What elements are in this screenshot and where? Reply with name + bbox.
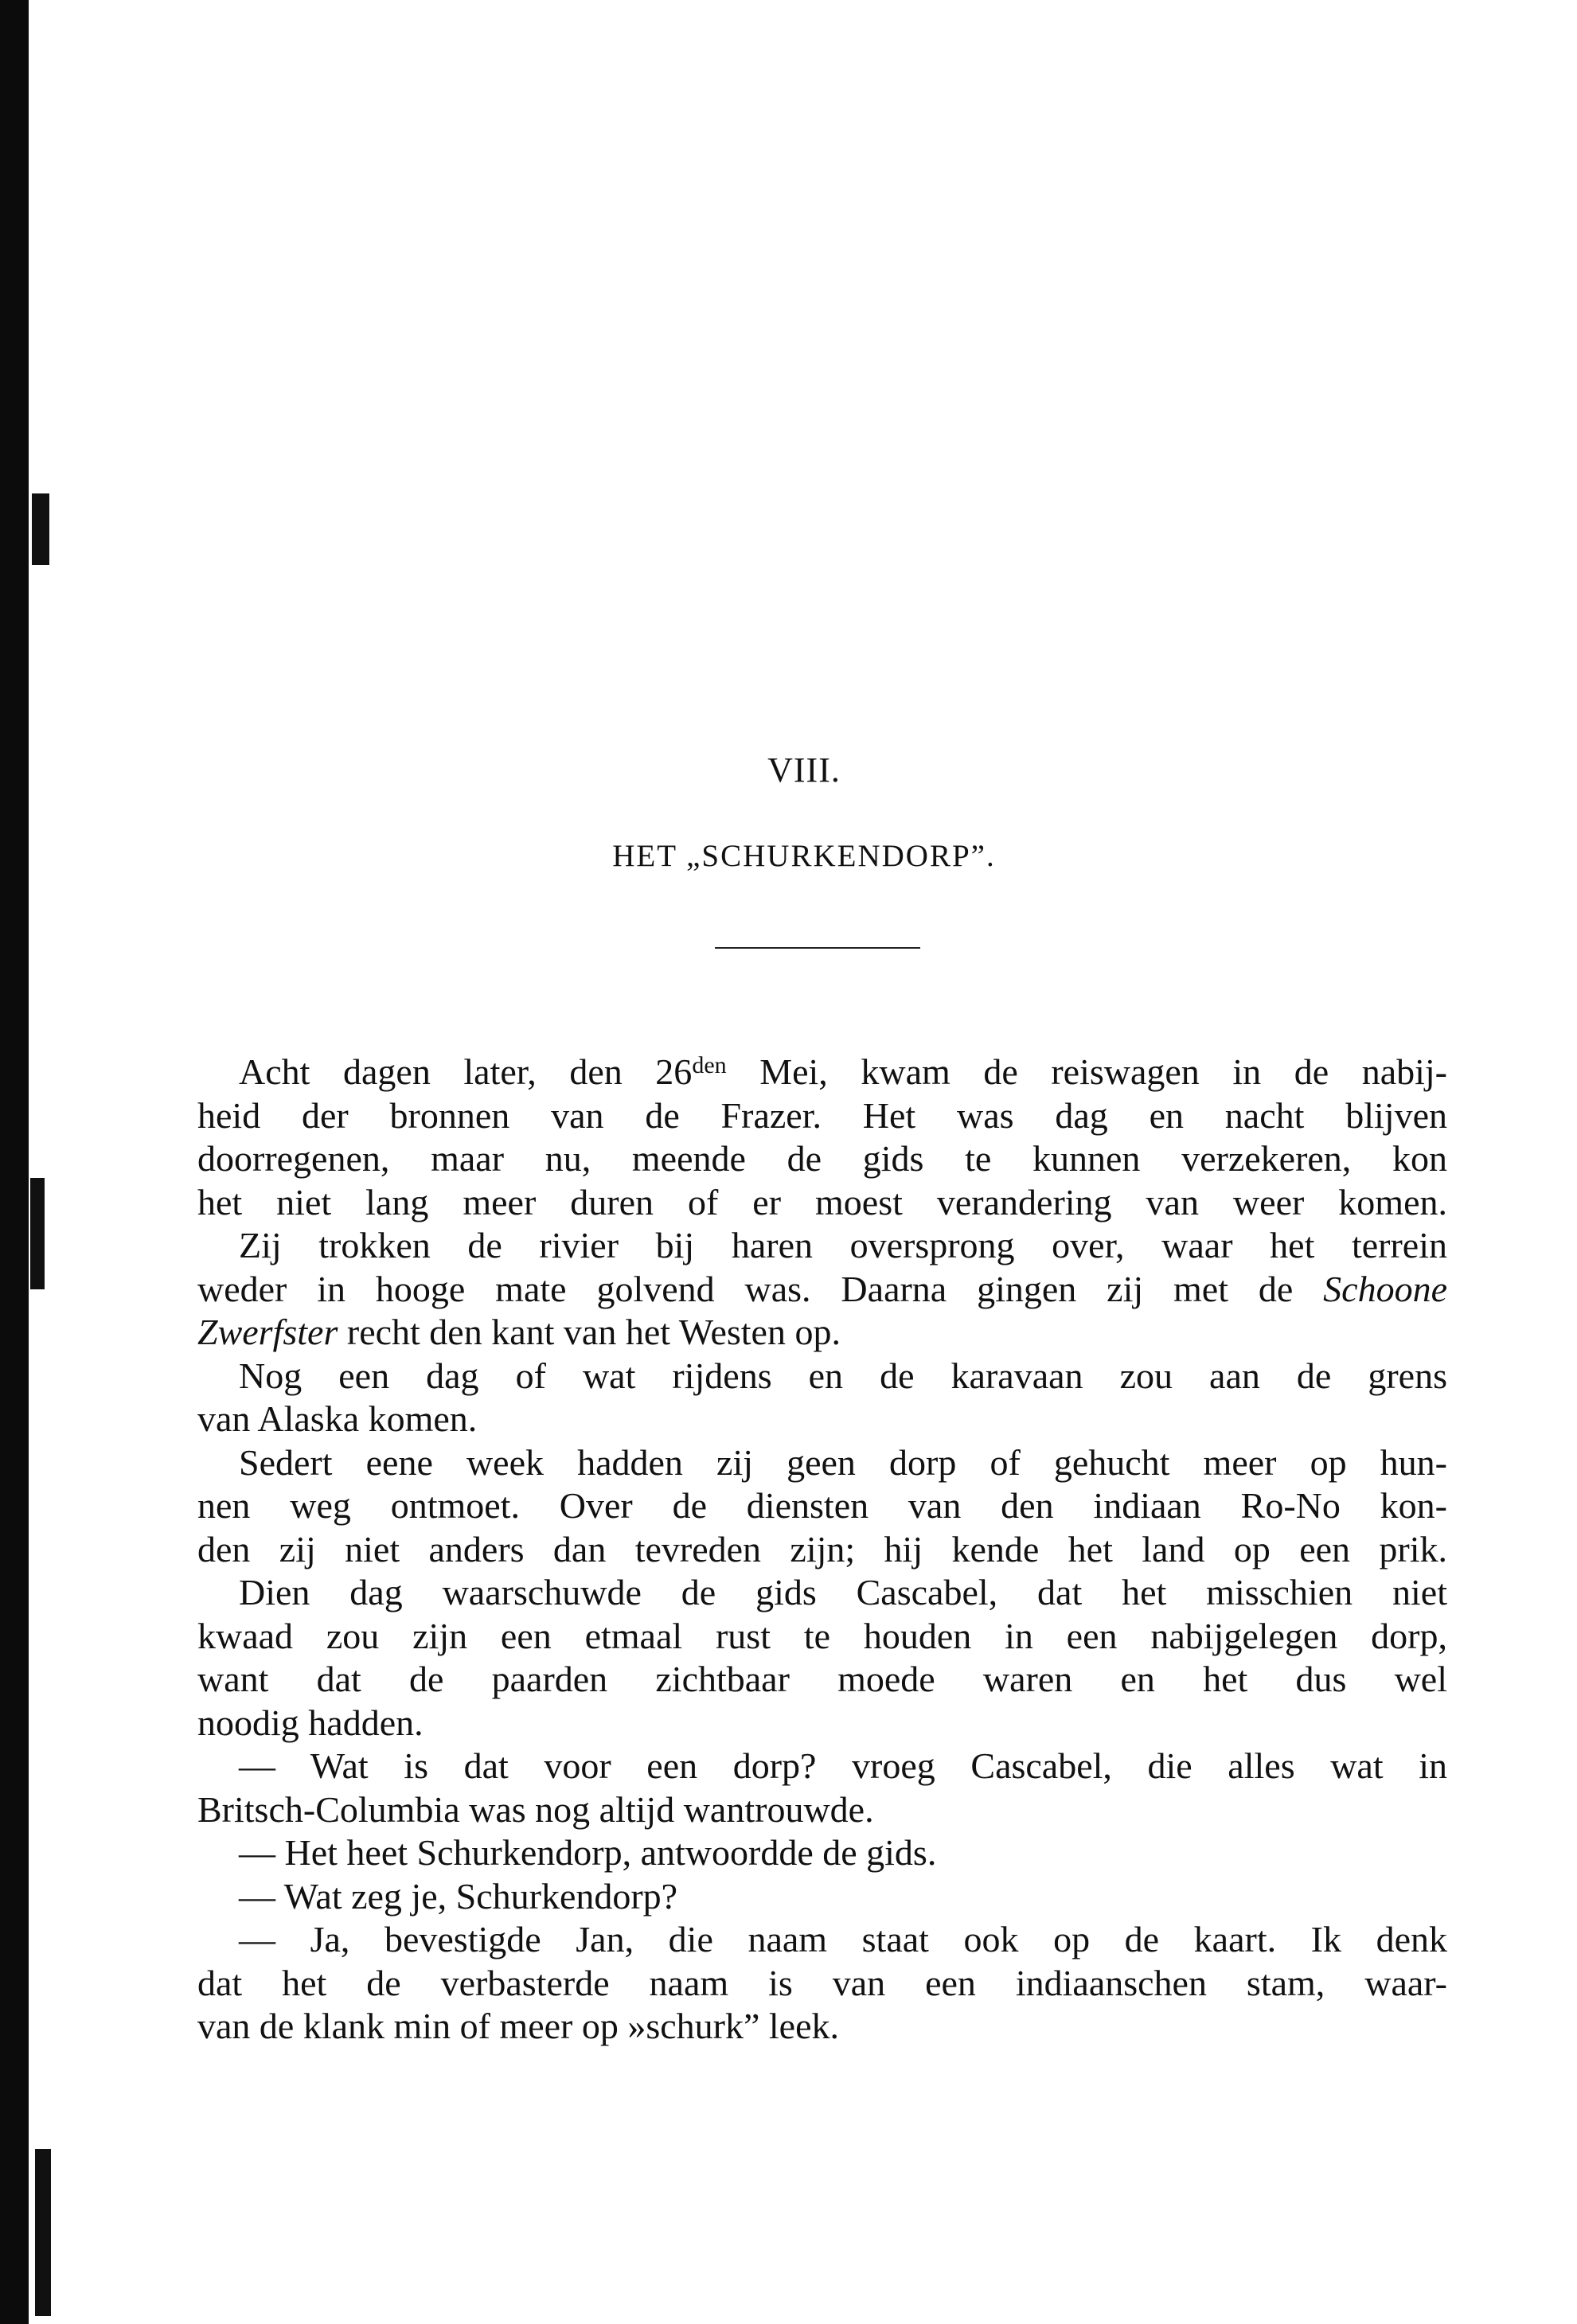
chapter-number: VIII. — [767, 751, 841, 790]
text-line: dat het de verbasterde naam is van een indiaanschen stam, waar- — [197, 1962, 1447, 2003]
text-line: — Wat zeg je, Schurkendorp? — [239, 1875, 678, 1917]
chapter-title: HET „SCHURKENDORP”. — [612, 839, 996, 873]
text-line: het niet lang meer duren of er moest verandering van weer komen. — [197, 1181, 1447, 1222]
text-line: Sedert eene week hadden zij geen dorp of gehucht meer op hun- — [239, 1441, 1447, 1483]
text-line: — Ja, bevestigde Jan, die naam staat ook op de kaart. Ik denk — [239, 1919, 1447, 1959]
text-line: heid der bronnen van de Frazer. Het was dag en nacht blijven — [197, 1094, 1447, 1136]
binding-edge — [0, 0, 29, 2324]
binding-speck — [30, 1178, 45, 1289]
text-line: Acht dagen later, den $26^{den}$ Mei, kwam de reiswagen in de nabij- — [239, 1051, 1447, 1092]
text-line: — Het heet Schurkendorp, antwoordde de gids. — [239, 1832, 937, 1873]
text-line: doorregenen, maar nu, meende de gids te kunnen verzekeren, kon — [197, 1138, 1447, 1179]
text-line: van Alaska komen. — [197, 1398, 478, 1439]
text-line: van de klank min of meer op »schurk” leek. — [197, 2006, 840, 2046]
section-divider — [715, 947, 920, 949]
text-line: nen weg ontmoet. Over de diensten van den indiaan Ro-No kon- — [197, 1485, 1447, 1526]
text-line: noodig hadden. — [197, 1702, 424, 1743]
text-line: weder in hooge mate golvend was. Daarna gingen zij met de Schoone — [197, 1268, 1447, 1309]
text-line: Dien dag waarschuwde de gids Cascabel, dat het misschien niet — [239, 1572, 1447, 1612]
binding-speck — [32, 493, 49, 565]
text-line: kwaad zou zijn een etmaal rust te houden in een nabijgelegen dorp, — [197, 1615, 1447, 1656]
body-text — [197, 1051, 1447, 2049]
text-line: — Wat is dat voor een dorp? vroeg Cascabel, die alles wat in — [239, 1745, 1447, 1786]
text-line: Nog een dag of wat rijdens en de karavaan zou aan de grens — [239, 1355, 1447, 1396]
text-line: want dat de paarden zichtbaar moede waren en het dus wel — [197, 1659, 1447, 1699]
text-line: Zwerfster recht den kant van het Westen op. — [197, 1312, 841, 1352]
text-line: Zij trokken de rivier bij haren oversprong over, waar het terrein — [239, 1225, 1447, 1265]
binding-speck — [35, 2149, 51, 2316]
text-line: den zij niet anders dan tevreden zijn; hij kende het land op een prik. — [197, 1528, 1447, 1569]
text-line: Britsch-Columbia was nog altijd wantrouwde. — [197, 1788, 874, 1830]
